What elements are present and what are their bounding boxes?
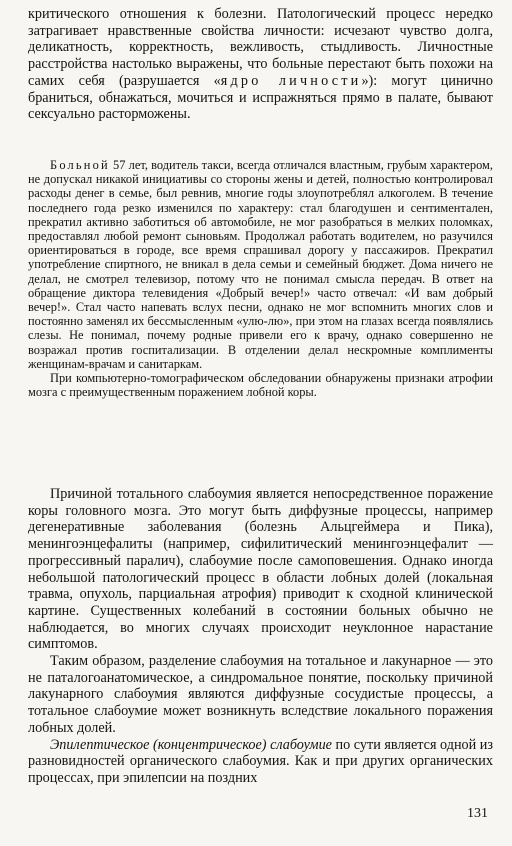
intro-text-part2: »): могут цинично браниться, обнажаться, мочиться и испражняться прямо в палате, бывают сексуально расторможены.: [28, 72, 493, 123]
body-paragraph-3-text: по сути является одной из разновидностей органического слабоумия. Как и при других органических процессах, при эпилепсии на поздних: [28, 736, 493, 786]
body-paragraph-2: Таким образом, разделение слабоумия на тотальное и лакунарное — это не паталогоанатомическое, а синдромальное понятие, поскольку причиной лакунарного слабоумия являются диффузные сосудистые процессы, а тотальное слабоумие может возникнуть вследствие локального поражения лобных долей.: [28, 653, 493, 736]
main-body-block: [28, 486, 493, 787]
intro-spaced-term: ядро личности: [220, 72, 362, 89]
body-italic-term: Эпилептическое (концентрическое) слабоумие: [50, 736, 332, 753]
case-study-block: [28, 158, 493, 399]
body-paragraph-1: Причиной тотального слабоумия является непосредственное поражение коры головного мозга. Это могут быть диффузные процессы, например дегенеративные заболевания (болезнь Альцгеймера и Пика), менингоэнцефалиты (например, сифилитический менингоэнцефалит — прогрессивный паралич), слабоумие после самоповешения. Однако иногда небольшой патологический процесс в области лобных долей (локальная травма, опухоль, парциальная атрофия) приводит к сходной клинической картине. Существенных колебаний в состоянии больных обычно не наблюдается, во многих случаях происходит неуклонное нарастание симптомов.: [28, 486, 493, 653]
intro-text-part1: критического отношения к болезни. Патологический процесс нередко затрагивает нравственные свойства личности: исчезают чувство долга, деликатность, корректность, вежливость, стыдливость. Личностные расстройства настолько выражены, что больные перестают быть похожи на самих себя (разрушается «: [28, 6, 493, 89]
body-paragraph-3: [28, 737, 493, 787]
intro-paragraph: [28, 6, 493, 123]
intro-paragraph-block: [28, 6, 493, 123]
case-ct-findings: При компьютерно-томографическом обследовании обнаружены признаки атрофии мозга с преимущественным поражением лобной коры.: [28, 371, 493, 400]
page-number: 131: [467, 806, 488, 821]
case-lead-word: Больной: [50, 158, 110, 172]
case-text: 57 лет, водитель такси, всегда отличался властным, грубым характером, не допускал никакой инициативы со стороны жены и детей, полностью контролировал расходы денег в семье, был ревнив, многие годы злоупотреблял алкоголем. В течение последнего года резко изменился по характеру: стал благодушен и сентиментален, прекратил активно заботиться об автомобиле, не мог разобраться в мелких поломках, предоставлял любой ремонт сыновьям. Продолжал работать водителем, но разучился ориентироваться в городе, все время спрашивал дорогу у пассажиров. Прекратил употребление спиртного, не вникал в дела семьи и семейный бюджет. Дома ничего не делал, не смотрел телевизор, потому что не понимал смысла передач. В ответ на обращение диктора телевидения «Добрый вечер!» часто отвечал: «И вам добрый вечер!». Стал часто напевать вслух песни, однако не мог вспомнить многих слов и постоянно заменял их бессмысленным «улю-лю», при этом на глазах всегда появлялись слезы. Не понимал, почему родные привели его к врачу, однако совершенно не возражал против госпитализации. В отделении делал нескромные комплименты женщинам-врачам и санитаркам.: [28, 158, 493, 371]
case-description: [28, 158, 493, 371]
